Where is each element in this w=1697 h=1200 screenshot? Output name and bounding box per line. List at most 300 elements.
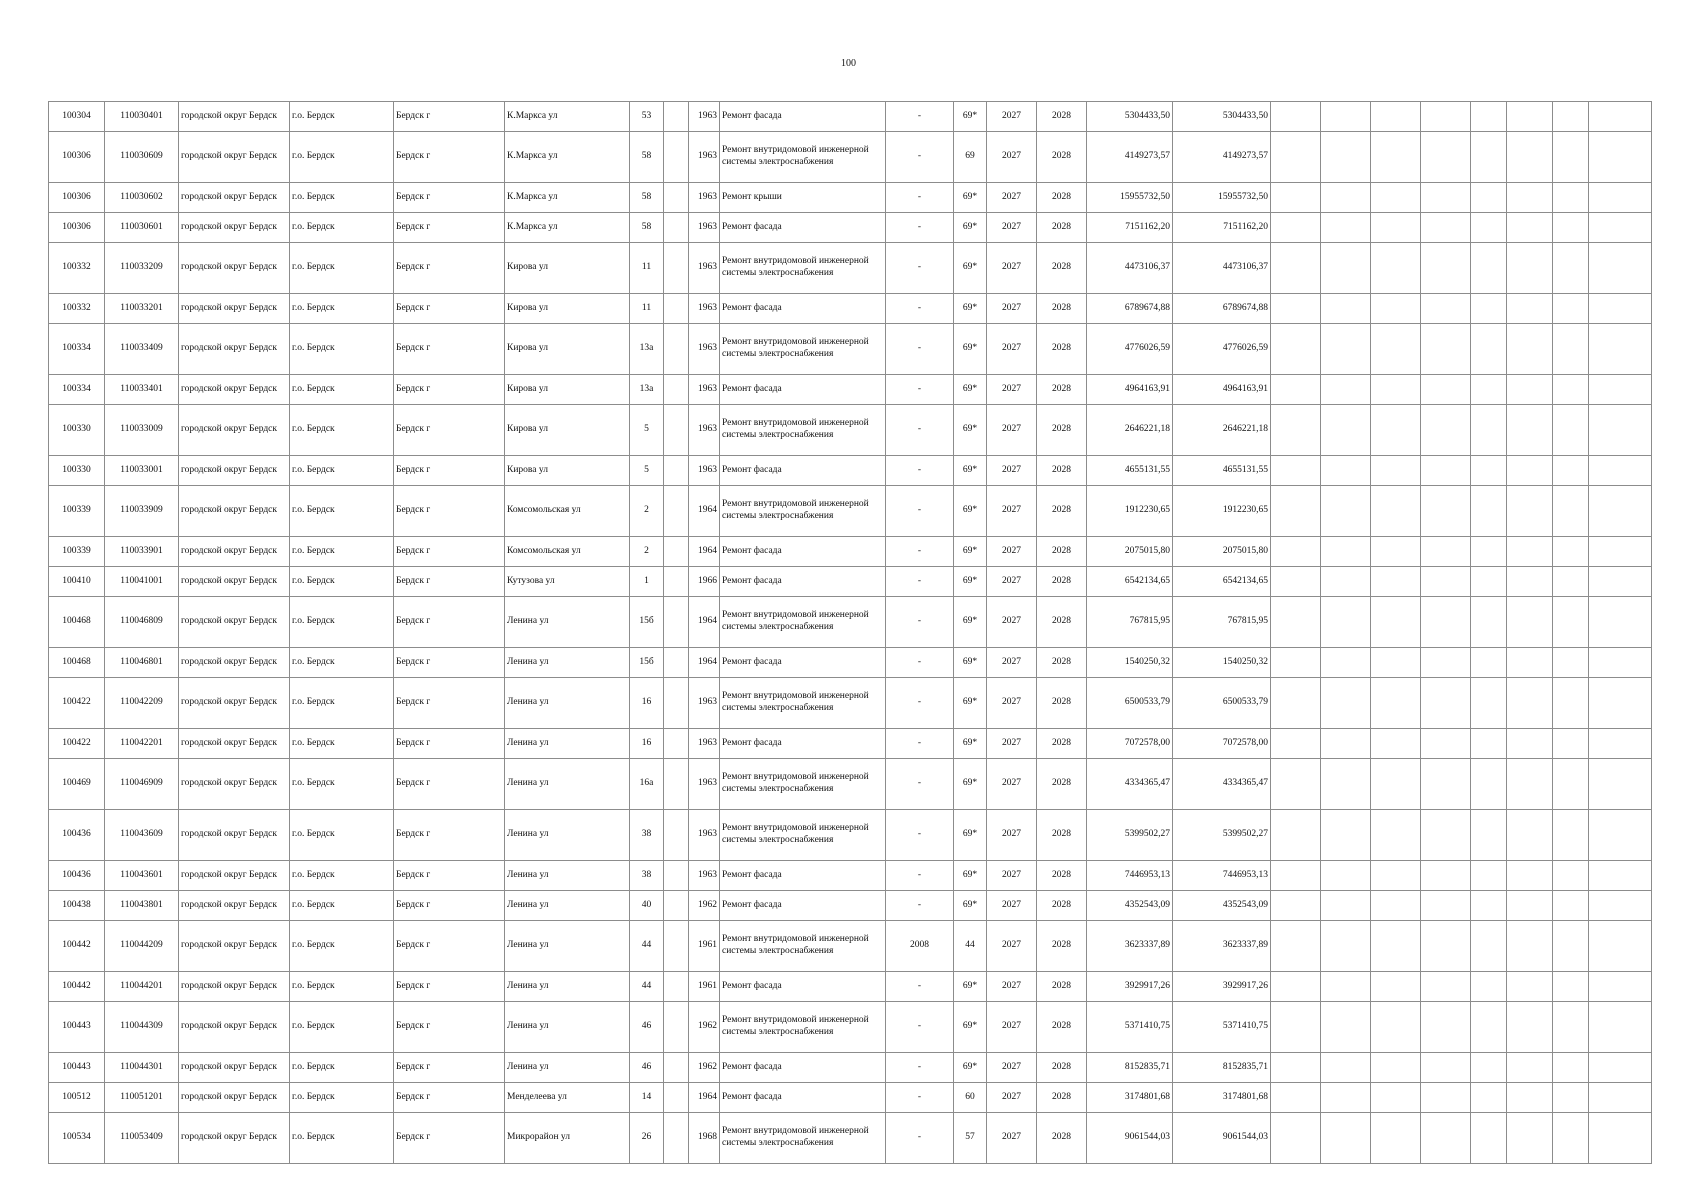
work-type-cell: Ремонт фасада xyxy=(720,375,886,405)
empty-cell xyxy=(1321,132,1371,183)
municipality-cell: городской округ Бердск xyxy=(179,597,290,648)
empty-cell xyxy=(1421,102,1471,132)
settlement-cell: Бердск г xyxy=(394,1083,505,1113)
empty-cell xyxy=(1421,729,1471,759)
settlement-cell: Бердск г xyxy=(394,648,505,678)
program-code-cell: 110030601 xyxy=(105,213,179,243)
start-year-cell: 2027 xyxy=(987,213,1037,243)
house-number-cell: 58 xyxy=(630,132,664,183)
house-id-cell: 100442 xyxy=(49,972,105,1002)
empty-cell xyxy=(1507,294,1553,324)
end-year-cell: 2028 xyxy=(1037,597,1087,648)
work-type-cell: Ремонт внутридомовой инженерной системы электроснабжения xyxy=(720,486,886,537)
district-cell: г.о. Бердск xyxy=(290,243,394,294)
prev-repair-year-cell: - xyxy=(886,405,954,456)
street-cell: Ленина ул xyxy=(505,972,630,1002)
house-id-cell: 100304 xyxy=(49,102,105,132)
empty-cell xyxy=(1471,1113,1507,1164)
work-type-cell: Ремонт внутридомовой инженерной системы электроснабжения xyxy=(720,132,886,183)
empty-cell xyxy=(1507,729,1553,759)
program-cost-cell: 6500533,79 xyxy=(1173,678,1271,729)
start-year-cell: 2027 xyxy=(987,759,1037,810)
empty-cell xyxy=(1371,597,1421,648)
empty-cell xyxy=(1471,405,1507,456)
total-cost-cell: 6542134,65 xyxy=(1087,567,1173,597)
settlement-cell: Бердск г xyxy=(394,759,505,810)
settlement-cell: Бердск г xyxy=(394,405,505,456)
norm-term-cell: 69* xyxy=(954,567,987,597)
empty-cell xyxy=(1371,243,1421,294)
empty-cell xyxy=(1371,729,1421,759)
program-cost-cell: 3929917,26 xyxy=(1173,972,1271,1002)
year-built-cell: 1964 xyxy=(689,486,720,537)
norm-term-cell: 69* xyxy=(954,1002,987,1053)
empty-cell xyxy=(1421,1002,1471,1053)
district-cell: г.о. Бердск xyxy=(290,810,394,861)
program-cost-cell: 4655131,55 xyxy=(1173,456,1271,486)
program-cost-cell: 5304433,50 xyxy=(1173,102,1271,132)
empty-cell xyxy=(1507,891,1553,921)
table-row xyxy=(49,891,1652,921)
year-built-cell: 1963 xyxy=(689,375,720,405)
empty-cell xyxy=(1321,597,1371,648)
empty-cell xyxy=(1589,537,1652,567)
empty-cell xyxy=(1553,678,1589,729)
table-row xyxy=(49,375,1652,405)
end-year-cell: 2028 xyxy=(1037,567,1087,597)
corpus-cell xyxy=(664,921,689,972)
empty-cell xyxy=(1589,567,1652,597)
total-cost-cell: 7151162,20 xyxy=(1087,213,1173,243)
year-built-cell: 1966 xyxy=(689,567,720,597)
settlement-cell: Бердск г xyxy=(394,729,505,759)
empty-cell xyxy=(1507,972,1553,1002)
empty-cell xyxy=(1507,597,1553,648)
empty-cell xyxy=(1271,1113,1321,1164)
total-cost-cell: 2075015,80 xyxy=(1087,537,1173,567)
work-type-cell: Ремонт фасада xyxy=(720,537,886,567)
empty-cell xyxy=(1589,486,1652,537)
empty-cell xyxy=(1271,891,1321,921)
house-number-cell: 46 xyxy=(630,1053,664,1083)
empty-cell xyxy=(1471,891,1507,921)
empty-cell xyxy=(1589,648,1652,678)
empty-cell xyxy=(1507,213,1553,243)
empty-cell xyxy=(1271,102,1321,132)
total-cost-cell: 4964163,91 xyxy=(1087,375,1173,405)
program-cost-cell: 7446953,13 xyxy=(1173,861,1271,891)
empty-cell xyxy=(1321,921,1371,972)
street-cell: Ленина ул xyxy=(505,1053,630,1083)
program-code-cell: 110043601 xyxy=(105,861,179,891)
empty-cell xyxy=(1553,324,1589,375)
program-cost-cell: 4149273,57 xyxy=(1173,132,1271,183)
end-year-cell: 2028 xyxy=(1037,729,1087,759)
total-cost-cell: 3929917,26 xyxy=(1087,972,1173,1002)
end-year-cell: 2028 xyxy=(1037,921,1087,972)
empty-cell xyxy=(1553,486,1589,537)
empty-cell xyxy=(1589,102,1652,132)
empty-cell xyxy=(1421,678,1471,729)
house-number-cell: 5 xyxy=(630,405,664,456)
year-built-cell: 1963 xyxy=(689,729,720,759)
empty-cell xyxy=(1321,486,1371,537)
year-built-cell: 1963 xyxy=(689,213,720,243)
program-code-cell: 110046801 xyxy=(105,648,179,678)
empty-cell xyxy=(1589,729,1652,759)
empty-cell xyxy=(1589,243,1652,294)
municipality-cell: городской округ Бердск xyxy=(179,294,290,324)
empty-cell xyxy=(1321,294,1371,324)
table-row xyxy=(49,486,1652,537)
program-cost-cell: 4964163,91 xyxy=(1173,375,1271,405)
end-year-cell: 2028 xyxy=(1037,213,1087,243)
corpus-cell xyxy=(664,243,689,294)
empty-cell xyxy=(1421,891,1471,921)
work-type-cell: Ремонт фасада xyxy=(720,213,886,243)
empty-cell xyxy=(1589,213,1652,243)
empty-cell xyxy=(1553,375,1589,405)
empty-cell xyxy=(1371,759,1421,810)
program-cost-cell: 4352543,09 xyxy=(1173,891,1271,921)
total-cost-cell: 4473106,37 xyxy=(1087,243,1173,294)
settlement-cell: Бердск г xyxy=(394,537,505,567)
total-cost-cell: 4334365,47 xyxy=(1087,759,1173,810)
work-type-cell: Ремонт фасада xyxy=(720,648,886,678)
program-cost-cell: 1912230,65 xyxy=(1173,486,1271,537)
table-row xyxy=(49,567,1652,597)
corpus-cell xyxy=(664,405,689,456)
empty-cell xyxy=(1371,537,1421,567)
house-number-cell: 53 xyxy=(630,102,664,132)
empty-cell xyxy=(1507,405,1553,456)
work-type-cell: Ремонт фасада xyxy=(720,567,886,597)
corpus-cell xyxy=(664,729,689,759)
empty-cell xyxy=(1371,567,1421,597)
norm-term-cell: 69* xyxy=(954,102,987,132)
empty-cell xyxy=(1471,294,1507,324)
empty-cell xyxy=(1589,1053,1652,1083)
empty-cell xyxy=(1321,1113,1371,1164)
empty-cell xyxy=(1589,972,1652,1002)
program-code-cell: 110044309 xyxy=(105,1002,179,1053)
empty-cell xyxy=(1507,102,1553,132)
year-built-cell: 1963 xyxy=(689,456,720,486)
empty-cell xyxy=(1421,405,1471,456)
empty-cell xyxy=(1371,1002,1421,1053)
empty-cell xyxy=(1553,1083,1589,1113)
house-number-cell: 15б xyxy=(630,648,664,678)
table-row xyxy=(49,759,1652,810)
empty-cell xyxy=(1321,456,1371,486)
prev-repair-year-cell: - xyxy=(886,486,954,537)
empty-cell xyxy=(1471,132,1507,183)
work-type-cell: Ремонт фасада xyxy=(720,861,886,891)
house-id-cell: 100422 xyxy=(49,678,105,729)
district-cell: г.о. Бердск xyxy=(290,1113,394,1164)
municipality-cell: городской округ Бердск xyxy=(179,1053,290,1083)
norm-term-cell: 69* xyxy=(954,324,987,375)
corpus-cell xyxy=(664,1053,689,1083)
house-id-cell: 100334 xyxy=(49,324,105,375)
street-cell: Кирова ул xyxy=(505,456,630,486)
settlement-cell: Бердск г xyxy=(394,1113,505,1164)
empty-cell xyxy=(1321,1083,1371,1113)
norm-term-cell: 69 xyxy=(954,132,987,183)
total-cost-cell: 7446953,13 xyxy=(1087,861,1173,891)
empty-cell xyxy=(1271,375,1321,405)
settlement-cell: Бердск г xyxy=(394,1053,505,1083)
work-type-cell: Ремонт внутридомовой инженерной системы электроснабжения xyxy=(720,324,886,375)
street-cell: Менделеева ул xyxy=(505,1083,630,1113)
district-cell: г.о. Бердск xyxy=(290,921,394,972)
end-year-cell: 2028 xyxy=(1037,1053,1087,1083)
settlement-cell: Бердск г xyxy=(394,972,505,1002)
street-cell: Кутузова ул xyxy=(505,567,630,597)
norm-term-cell: 69* xyxy=(954,759,987,810)
program-code-cell: 110042201 xyxy=(105,729,179,759)
municipality-cell: городской округ Бердск xyxy=(179,1083,290,1113)
prev-repair-year-cell: - xyxy=(886,456,954,486)
prev-repair-year-cell: - xyxy=(886,243,954,294)
empty-cell xyxy=(1421,132,1471,183)
district-cell: г.о. Бердск xyxy=(290,861,394,891)
empty-cell xyxy=(1321,183,1371,213)
total-cost-cell: 4149273,57 xyxy=(1087,132,1173,183)
program-code-cell: 110033001 xyxy=(105,456,179,486)
end-year-cell: 2028 xyxy=(1037,375,1087,405)
settlement-cell: Бердск г xyxy=(394,213,505,243)
table-row xyxy=(49,1002,1652,1053)
empty-cell xyxy=(1507,456,1553,486)
house-number-cell: 1 xyxy=(630,567,664,597)
empty-cell xyxy=(1421,972,1471,1002)
house-number-cell: 11 xyxy=(630,243,664,294)
empty-cell xyxy=(1321,759,1371,810)
empty-cell xyxy=(1321,567,1371,597)
empty-cell xyxy=(1507,861,1553,891)
table-row xyxy=(49,729,1652,759)
year-built-cell: 1962 xyxy=(689,1053,720,1083)
table-row xyxy=(49,678,1652,729)
corpus-cell xyxy=(664,648,689,678)
program-cost-cell: 2646221,18 xyxy=(1173,405,1271,456)
table-row xyxy=(49,648,1652,678)
start-year-cell: 2027 xyxy=(987,486,1037,537)
empty-cell xyxy=(1553,132,1589,183)
empty-cell xyxy=(1271,1002,1321,1053)
prev-repair-year-cell: - xyxy=(886,972,954,1002)
empty-cell xyxy=(1589,132,1652,183)
empty-cell xyxy=(1321,972,1371,1002)
prev-repair-year-cell: - xyxy=(886,375,954,405)
end-year-cell: 2028 xyxy=(1037,243,1087,294)
total-cost-cell: 3174801,68 xyxy=(1087,1083,1173,1113)
table-row xyxy=(49,537,1652,567)
settlement-cell: Бердск г xyxy=(394,861,505,891)
street-cell: Комсомольская ул xyxy=(505,537,630,567)
municipality-cell: городской округ Бердск xyxy=(179,324,290,375)
empty-cell xyxy=(1471,759,1507,810)
norm-term-cell: 69* xyxy=(954,810,987,861)
corpus-cell xyxy=(664,294,689,324)
empty-cell xyxy=(1507,1002,1553,1053)
norm-term-cell: 69* xyxy=(954,213,987,243)
empty-cell xyxy=(1589,597,1652,648)
district-cell: г.о. Бердск xyxy=(290,678,394,729)
municipality-cell: городской округ Бердск xyxy=(179,861,290,891)
district-cell: г.о. Бердск xyxy=(290,405,394,456)
program-cost-cell: 4334365,47 xyxy=(1173,759,1271,810)
corpus-cell xyxy=(664,486,689,537)
year-built-cell: 1968 xyxy=(689,1113,720,1164)
empty-cell xyxy=(1371,861,1421,891)
house-number-cell: 13а xyxy=(630,375,664,405)
empty-cell xyxy=(1271,678,1321,729)
year-built-cell: 1963 xyxy=(689,861,720,891)
prev-repair-year-cell: - xyxy=(886,132,954,183)
empty-cell xyxy=(1271,921,1321,972)
norm-term-cell: 69* xyxy=(954,456,987,486)
house-id-cell: 100468 xyxy=(49,648,105,678)
empty-cell xyxy=(1553,294,1589,324)
corpus-cell xyxy=(664,375,689,405)
empty-cell xyxy=(1507,375,1553,405)
empty-cell xyxy=(1271,648,1321,678)
municipality-cell: городской округ Бердск xyxy=(179,405,290,456)
empty-cell xyxy=(1507,183,1553,213)
street-cell: К.Маркса ул xyxy=(505,132,630,183)
empty-cell xyxy=(1553,456,1589,486)
start-year-cell: 2027 xyxy=(987,729,1037,759)
year-built-cell: 1963 xyxy=(689,324,720,375)
empty-cell xyxy=(1507,324,1553,375)
end-year-cell: 2028 xyxy=(1037,648,1087,678)
empty-cell xyxy=(1589,324,1652,375)
prev-repair-year-cell: - xyxy=(886,1053,954,1083)
empty-cell xyxy=(1471,102,1507,132)
empty-cell xyxy=(1371,294,1421,324)
total-cost-cell: 4776026,59 xyxy=(1087,324,1173,375)
start-year-cell: 2027 xyxy=(987,921,1037,972)
norm-term-cell: 57 xyxy=(954,1113,987,1164)
empty-cell xyxy=(1321,861,1371,891)
norm-term-cell: 69* xyxy=(954,597,987,648)
year-built-cell: 1963 xyxy=(689,759,720,810)
work-type-cell: Ремонт фасада xyxy=(720,1053,886,1083)
empty-cell xyxy=(1421,597,1471,648)
empty-cell xyxy=(1421,567,1471,597)
corpus-cell xyxy=(664,1083,689,1113)
program-cost-cell: 4776026,59 xyxy=(1173,324,1271,375)
empty-cell xyxy=(1589,678,1652,729)
work-type-cell: Ремонт фасада xyxy=(720,1083,886,1113)
district-cell: г.о. Бердск xyxy=(290,537,394,567)
empty-cell xyxy=(1371,102,1421,132)
year-built-cell: 1964 xyxy=(689,648,720,678)
district-cell: г.о. Бердск xyxy=(290,1053,394,1083)
start-year-cell: 2027 xyxy=(987,183,1037,213)
program-cost-cell: 5371410,75 xyxy=(1173,1002,1271,1053)
end-year-cell: 2028 xyxy=(1037,537,1087,567)
house-number-cell: 16 xyxy=(630,729,664,759)
repair-registry-table xyxy=(48,101,1652,1164)
street-cell: К.Маркса ул xyxy=(505,102,630,132)
table-row xyxy=(49,921,1652,972)
municipality-cell: городской округ Бердск xyxy=(179,648,290,678)
municipality-cell: городской округ Бердск xyxy=(179,537,290,567)
municipality-cell: городской округ Бердск xyxy=(179,132,290,183)
year-built-cell: 1963 xyxy=(689,810,720,861)
settlement-cell: Бердск г xyxy=(394,921,505,972)
empty-cell xyxy=(1321,324,1371,375)
work-type-cell: Ремонт внутридомовой инженерной системы электроснабжения xyxy=(720,678,886,729)
end-year-cell: 2028 xyxy=(1037,1113,1087,1164)
end-year-cell: 2028 xyxy=(1037,486,1087,537)
empty-cell xyxy=(1321,102,1371,132)
house-id-cell: 100410 xyxy=(49,567,105,597)
corpus-cell xyxy=(664,597,689,648)
municipality-cell: городской округ Бердск xyxy=(179,183,290,213)
district-cell: г.о. Бердск xyxy=(290,759,394,810)
settlement-cell: Бердск г xyxy=(394,243,505,294)
empty-cell xyxy=(1471,324,1507,375)
empty-cell xyxy=(1371,456,1421,486)
end-year-cell: 2028 xyxy=(1037,405,1087,456)
house-id-cell: 100534 xyxy=(49,1113,105,1164)
table-row xyxy=(49,213,1652,243)
house-number-cell: 58 xyxy=(630,183,664,213)
empty-cell xyxy=(1471,972,1507,1002)
empty-cell xyxy=(1371,1113,1421,1164)
prev-repair-year-cell: - xyxy=(886,678,954,729)
norm-term-cell: 69* xyxy=(954,294,987,324)
house-number-cell: 16а xyxy=(630,759,664,810)
house-id-cell: 100442 xyxy=(49,921,105,972)
prev-repair-year-cell: - xyxy=(886,597,954,648)
empty-cell xyxy=(1589,1083,1652,1113)
total-cost-cell: 6789674,88 xyxy=(1087,294,1173,324)
empty-cell xyxy=(1553,810,1589,861)
empty-cell xyxy=(1471,375,1507,405)
empty-cell xyxy=(1421,375,1471,405)
end-year-cell: 2028 xyxy=(1037,810,1087,861)
empty-cell xyxy=(1371,891,1421,921)
empty-cell xyxy=(1371,1083,1421,1113)
settlement-cell: Бердск г xyxy=(394,294,505,324)
program-cost-cell: 1540250,32 xyxy=(1173,648,1271,678)
settlement-cell: Бердск г xyxy=(394,183,505,213)
street-cell: Комсомольская ул xyxy=(505,486,630,537)
street-cell: Ленина ул xyxy=(505,861,630,891)
empty-cell xyxy=(1271,567,1321,597)
corpus-cell xyxy=(664,132,689,183)
settlement-cell: Бердск г xyxy=(394,597,505,648)
year-built-cell: 1963 xyxy=(689,102,720,132)
empty-cell xyxy=(1371,486,1421,537)
empty-cell xyxy=(1553,1113,1589,1164)
empty-cell xyxy=(1271,213,1321,243)
district-cell: г.о. Бердск xyxy=(290,486,394,537)
empty-cell xyxy=(1553,567,1589,597)
empty-cell xyxy=(1589,891,1652,921)
empty-cell xyxy=(1507,567,1553,597)
house-id-cell: 100332 xyxy=(49,243,105,294)
district-cell: г.о. Бердск xyxy=(290,213,394,243)
total-cost-cell: 5371410,75 xyxy=(1087,1002,1173,1053)
prev-repair-year-cell: - xyxy=(886,1113,954,1164)
house-number-cell: 2 xyxy=(630,486,664,537)
